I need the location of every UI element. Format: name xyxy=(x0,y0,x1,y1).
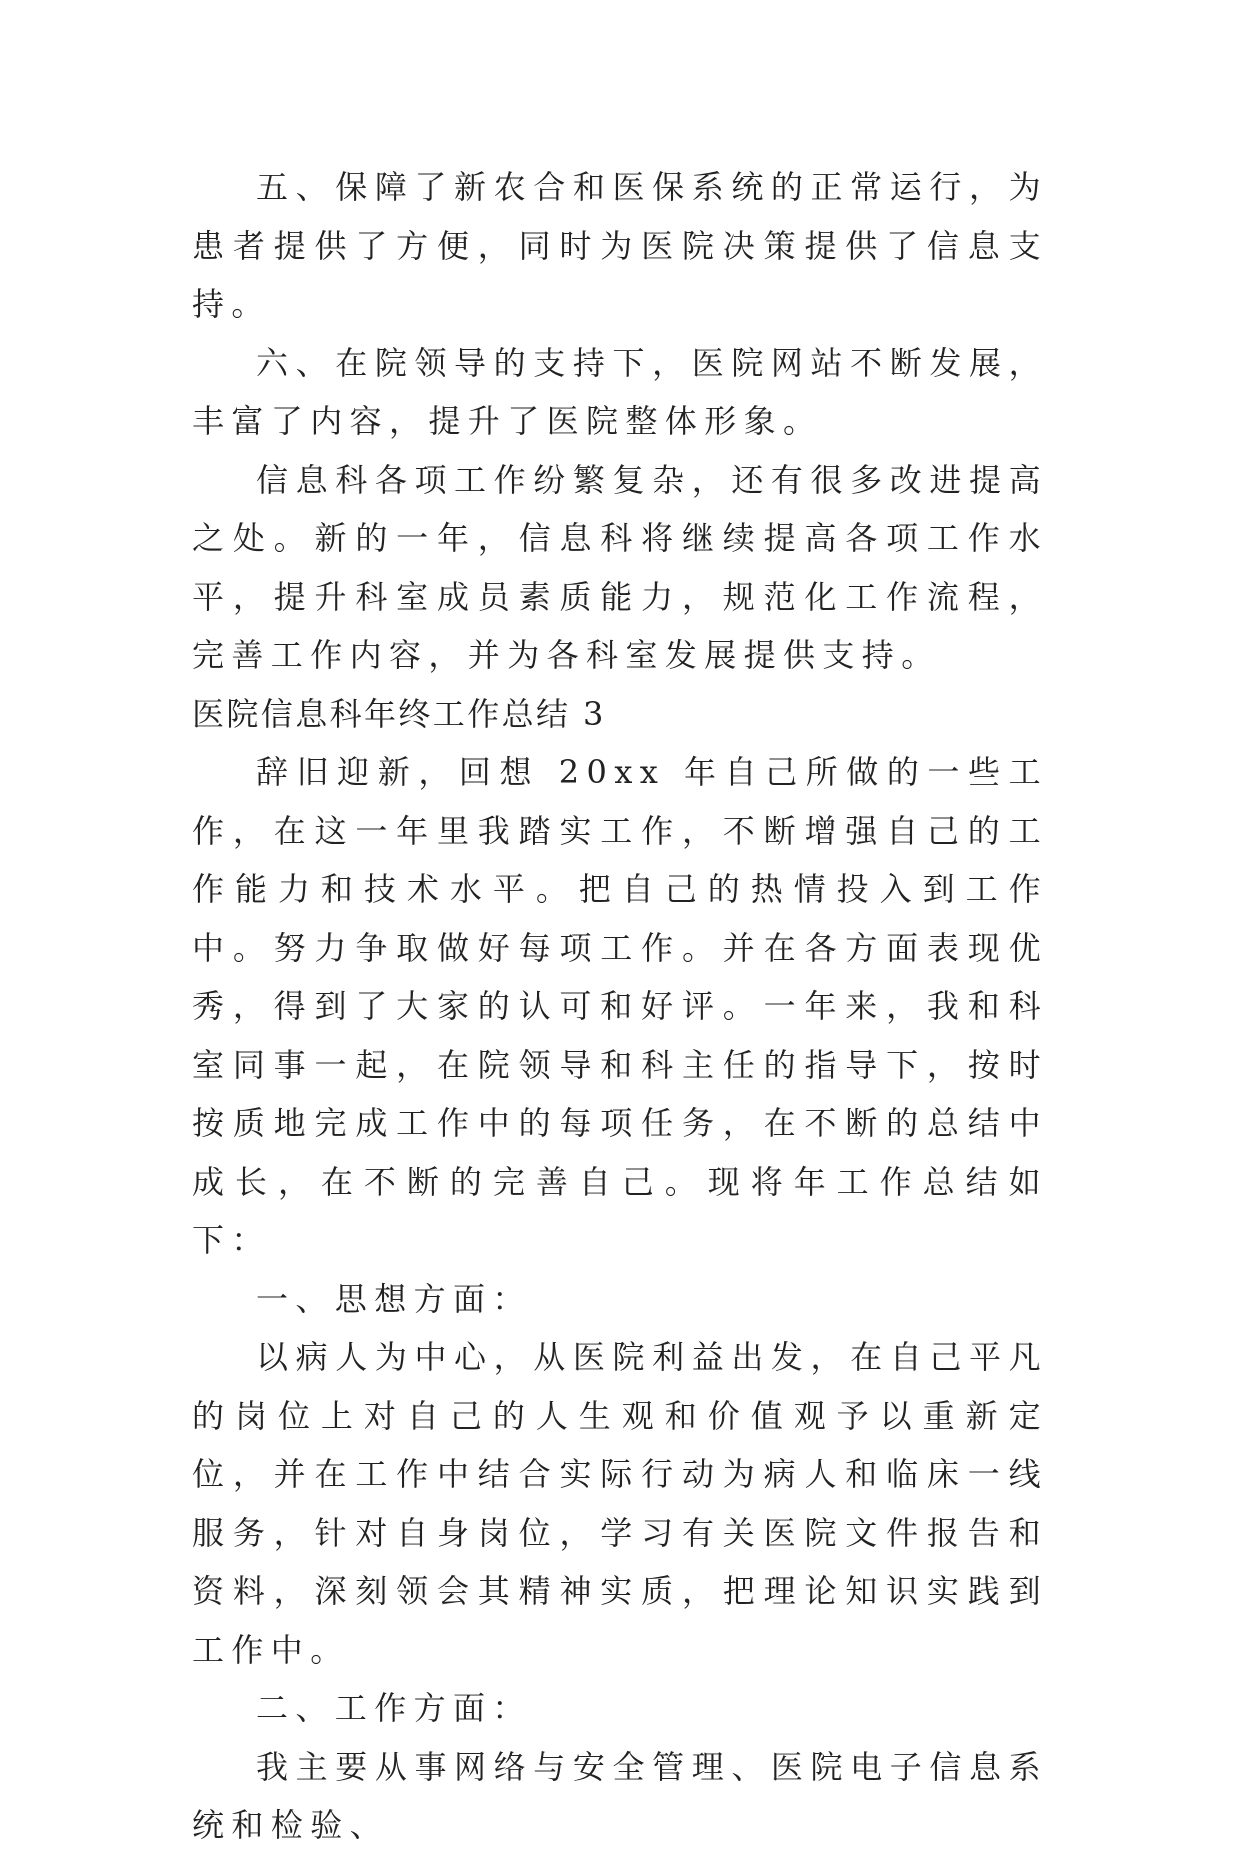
subheading-work: 二、工作方面： xyxy=(256,1689,532,1727)
paragraph-item-six: 六、在院领导的支持下，医院网站不断发展，丰富了内容，提升了医院整体形象。 xyxy=(192,343,1048,440)
paragraph-summary-outlook: 信息科各项工作纷繁复杂，还有很多改进提高之处。新的一年，信息科将继续提高各项工作水平，提升科室成员素质能力，规范化工作流程，完善工作内容，并为各科室发展提供支持。 xyxy=(192,460,1048,674)
paragraph-thought: 以病人为中心，从医院利益出发，在自己平凡的岗位上对自己的人生观和价值观予以重新定位，并在工作中结合实际行动为病人和临床一线服务，针对自身岗位，学习有关医院文件报告和资料，深刻领会其精神实质，把理论知识实践到工作中。 xyxy=(192,1338,1048,1669)
paragraph-intro: 辞旧迎新，回想 20xx 年自己所做的一些工作，在这一年里我踏实工作，不断增强自己的工作能力和技术水平。把自己的热情投入到工作中。努力争取做好每项工作。并在各方面表现优秀，得到了大家的认可和好评。一年来，我和科室同事一起，在院领导和科主任的指导下，按时按质地完成工作中的每项任务，在不断的总结中成长，在不断的完善自己。现将年工作总结如下： xyxy=(192,753,1048,1259)
section-title: 医院信息科年终工作总结 3 xyxy=(192,694,606,733)
document-body xyxy=(192,158,1048,1855)
paragraph-item-five: 五、保障了新农合和医保系统的正常运行，为患者提供了方便，同时为医院决策提供了信息支持。 xyxy=(192,168,1048,323)
paragraph-work: 我主要从事网络与安全管理、医院电子信息系统和检验、 xyxy=(192,1747,1048,1844)
subheading-thought: 一、思想方面： xyxy=(256,1279,532,1318)
